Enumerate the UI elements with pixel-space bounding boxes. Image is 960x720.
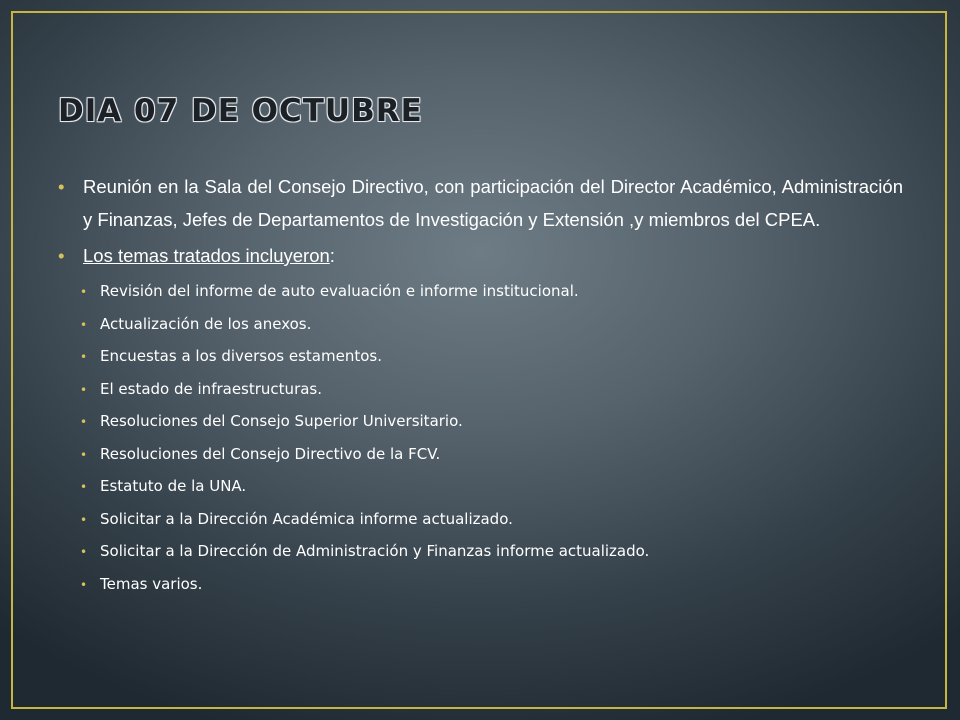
bullet-icon: • bbox=[80, 285, 88, 299]
topics-heading-colon: : bbox=[329, 245, 335, 266]
slide-title: DIA 07 DE OCTUBRE bbox=[58, 93, 423, 129]
topic-text: Resoluciones del Consejo Directivo de la FCV. bbox=[100, 444, 441, 463]
bullet-icon: • bbox=[80, 447, 88, 462]
bullet-icon: • bbox=[58, 176, 65, 197]
topics-heading bbox=[58, 239, 903, 272]
list-item bbox=[80, 438, 903, 471]
topic-text: Encuestas a los diversos estamentos. bbox=[100, 347, 382, 365]
bullet-icon: • bbox=[80, 577, 88, 592]
list-item bbox=[80, 308, 903, 341]
bullet-icon: • bbox=[58, 245, 65, 266]
bullet-icon: • bbox=[80, 480, 88, 494]
topic-text: Temas varios. bbox=[100, 574, 203, 593]
topic-text: El estado de infraestructuras. bbox=[100, 379, 323, 398]
topics-list bbox=[58, 275, 903, 600]
topic-text: Solicitar a la Dirección Académica informe actualizado. bbox=[100, 509, 513, 528]
topic-text: Actualización de los anexos. bbox=[100, 314, 312, 333]
list-item bbox=[80, 373, 903, 406]
topic-text: Revisión del informe de auto evaluación e informe institucional. bbox=[100, 282, 579, 300]
list-item bbox=[80, 470, 903, 503]
list-item bbox=[80, 405, 903, 438]
topic-text: Estatuto de la UNA. bbox=[100, 477, 247, 495]
bullet-icon: • bbox=[80, 317, 88, 332]
bullet-icon: • bbox=[80, 415, 88, 429]
list-item bbox=[80, 568, 903, 601]
bullet-icon: • bbox=[80, 382, 88, 397]
intro-paragraph bbox=[58, 170, 903, 236]
bullet-icon: • bbox=[80, 512, 88, 527]
topic-text: Resoluciones del Consejo Superior Universitario. bbox=[100, 412, 463, 430]
list-item bbox=[80, 503, 903, 536]
topics-heading-text: Los temas tratados incluyeron bbox=[83, 245, 330, 266]
bullet-icon: • bbox=[80, 545, 88, 559]
bullet-icon: • bbox=[80, 350, 88, 364]
intro-text: Reunión en la Sala del Consejo Directivo, con participación del Director Académico, Administración y Finanzas, Jefes de Departamentos de Investigación y Extensión ,y miembros del CPEA. bbox=[83, 176, 903, 230]
list-item bbox=[80, 340, 903, 373]
topic-text: Solicitar a la Dirección de Administración y Finanzas informe actualizado. bbox=[100, 542, 650, 560]
list-item bbox=[80, 535, 903, 568]
list-item bbox=[80, 275, 903, 308]
slide-content bbox=[58, 170, 903, 600]
